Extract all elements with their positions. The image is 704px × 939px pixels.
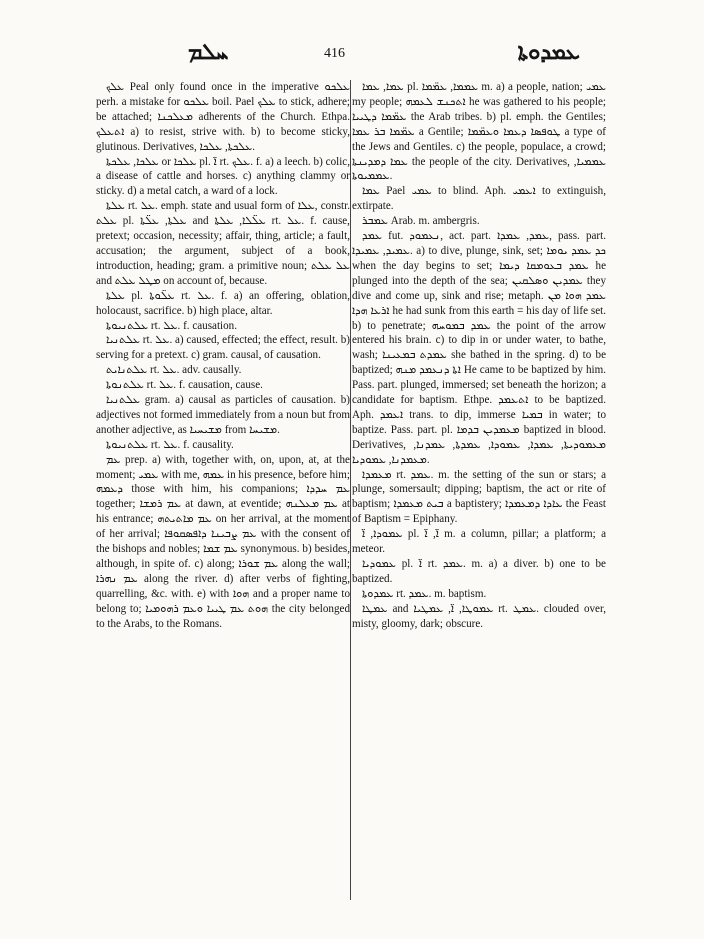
- page-header: [90, 40, 630, 70]
- entry: ܡܥܡܕܐ rt. ܥܡܕ. m. the setting of the sun or stars; a plunge, somersault; dipping; baptism, the act or rite of baptism; ܒܝܬ ܡܥܡܕܐ a baptistery; ܥܐܕܐ ܕܡܥܡܕܐ the Feast of Baptism = Epiphany.: [352, 468, 607, 526]
- header-left-word: ܚܠܡ: [188, 40, 229, 65]
- entry: ܥܡܘܕܝܐ pl. ܐ̈ rt. ܥܡܕ. m. a) a diver. b) one to be baptized.: [352, 558, 606, 585]
- page-number: 416: [324, 46, 345, 61]
- right-column: [352, 80, 606, 632]
- entry: ܥܠܟ Peal only found once in the imperative ܥܠܟܘ perh. a mistake for ܥܠܟܘ boil. Pael ܥܠܟ to stick, adhere; be attached; ܡܥܠܟܢܐ adherents of the Church. Ethpa. ܐܬܥܠܟ a) to resist, strive with. b) to become sticky, glutinous. Derivatives, ܥܠܟܬܐ, ܥܠܟܐ.: [96, 81, 350, 153]
- entry: ܥܠܬܢܝܐ rt. ܥܠ. a) caused, effected; the effect, result. b) serving for a pretext. c) gram. causal, of causation.: [96, 334, 350, 362]
- entry: ܥܡܛܐ and ܥܡܘܛܐ, ܐ̈, ܥܡܛܝܐ rt. ܥܡܛ. clouded over, misty, gloomy, dark; obscure.: [352, 602, 606, 630]
- entry: ܥܠܬܐ rt. ܥܠ. emph. state and usual form of ܥܠܐ, constr. ܥܠܬ pl. ܥܠܬܐ, ܥܠ̈ܬܐ and ܥܠ̈ܠܐ, ܥܠܬܐ rt. ܥܠ. f. cause, pretext; occasion, necessity; affair, thing, article; a fault, accusation; the argument, subject of a book, introduction, heading; gram. a primitive noun; ܥܠ ܥܠܬ and ܡܛܠ ܥܠܬ on account of, because.: [96, 200, 350, 287]
- entry: ܥܠܬܢܝܘܬܐ rt. ܥܠ. f. causality.: [106, 438, 234, 451]
- entry: ܥܡܐ, ܥܡܐ pl. ܥܡܡܐ, ܥܡ̈ܡܐ m. a) a people, nation; ܥܡܝ my people; ܐܬܟܢܫ ܠܥܡܗ he was gathered to his people; ܥܡ̈ܡܐ ܕܛܝܝܐ the Arab tribes. b) pl. emph. the Gentiles; ܥܡ̈ܡܐ ܒܪ ܥܡܐ a Gentile; ܛܘܦܣܐ ܕܥܡܐ ܘܥܡ̈ܡܐ a type of the Jews and Gentiles. c) the people, populace, a crowd; ܥܡܐ ܕܡܕܝܢܬܐ the people of the city. Derivatives, ܥܡܡܝܐ, ܥܡܡܝܘܬܐ.: [352, 81, 606, 183]
- entry: ܥܠܬܢܝܘܬܐ rt. ܥܠ. f. causation.: [106, 319, 238, 332]
- entry: ܥܠܬܢܝܐ gram. a) causal as particles of causation. b) adjectives not formed immediately from a noun but from another adjective, as ܡܫܝܚܝܐ from ܡܫܝܚܐ.: [96, 394, 350, 436]
- entry: ܥܡܘܕܐ, ܐ̈ pl. ܐ̈, ܐ̈ m. a column, pillar; a platform; a meteor.: [352, 528, 606, 556]
- column-divider: [350, 80, 351, 900]
- entry: ܥܠܬܢܘܬܐ rt. ܥܠ. f. causation, cause.: [106, 379, 263, 392]
- entry: ܥܡ prep. a) with, together with, on, upon, at, at the moment; ܥܡܝ with me, ܥܡܗ in his presence, before him; ܕܥܡܗ those with him, his companions; ܥܡ ܚܕܕܐ together; ܥܡ ܪܡܫܐ at dawn, at eventide; ܥܡ ܡܥܠܢܗ at his entrance; ܥܡ ܡܐܬܝܬܗ on her arrival, at the moment of her arrival; ܥܡ ܨܒܝܢܐ ܕܐܦܣܩܘܦܐ with the consent of the bishops and nobles; ܥܡ ܫܡܐ synonymous. b) besides, although, in spite of. c) along; ܥܡ ܫܘܪܐ along the wall; ܥܡ ܢܗܪܐ along the river. d) after verbs of fighting, quarrelling, &c. with. e) with ܗܘܐ and a proper name to belong to; ܗܘܬ ܥܡ ܛܝܝܐ ܘܥܡ ܪܗܘܡܝܐ the city belonged to the Arabs, to the Romans.: [96, 453, 351, 630]
- entry: ܥܡܐ Pael ܥܡܝ to blind. Aph. ܐܥܡܝ to extinguish, extirpate.: [352, 185, 606, 213]
- entry: ܥܡܕ fut. ܢܥܡܘܕ, act. part. ܥܡܕ, ܥܡܕܐ, pass. part. ܥܡܝܕ, ܥܡܝܕܐ. a) to dive, plunge, sink, set; ܟܕ ܥܡܕ ܝܘܡܐ when the day begins to set; ܥܡܕ ܒܥܘܡܩܐ ܕܝܡܐ he plunged into the depth of the sea; ܥܡܕܝܢ ܘܣܠܩܝܢ they dive and come up, sink and rise; metaph. ܥܡܕ ܗܘܐ ܡܢ ܐܪܥܐ ܗܕܐ he had sunk from this earth = his day of life set. b) to penetrate; ܥܡܕ ܒܡܘܚܗ the point of the arrow entered his brain. c) to dip in or under water, to bathe, wash; ܥܡܕܬ ܒܡܥܝܢܐ she bathed in the spring. d) to be baptized; ܐܬܐ ܕܢܥܡܕ ܡܢܗ He came to be baptized by him. Pass. part. plunged, immersed; set beneath the horizon; a candidate for baptism. Ethpe. ܐܬܥܡܕ to be baptized. Aph. ܐܥܡܕ trans. to dip, immerse ܒܡܝܐ in water; to baptize. Pass. part. pl. ܡܥܡܕܝܢ ܒܕܡܐ baptized in blood. Derivatives, ܡܥܡܘܕܝܬܐ, ܥܡܕܐ, ܥܡܘܕܐ, ܥܡܕܬܐ, ܥܡܕܢܐ, ܡܥܡܕܢܐ, ܥܡܘܕܝܐ.: [352, 230, 607, 466]
- entry: ܥܡܒܪ Arab. m. ambergris.: [362, 215, 480, 228]
- entry: ܥܠܬܢܐܝܬ rt. ܥܠ. adv. causally.: [106, 364, 242, 377]
- left-column: [96, 80, 350, 632]
- entry: ܥܠܬܐ pl. ܥܠ̈ܘܬܐ rt. ܥܠ. f. a) an offering, oblation, holocaust, sacrifice. b) high place, altar.: [96, 289, 350, 317]
- entry: ܥܡܕܘܬܐ rt. ܥܡܕ. m. baptism.: [362, 587, 487, 600]
- header-right-word: ܥܡܕܘܬܐ: [517, 40, 580, 65]
- entry: ܥܠܟܐ, ܥܠܟܬܐ or ܥܠܟܐ pl. ܐ̈ rt. ܥܠܟ. f. a) a leech. b) colic, a disease of cattle and horses. c) anything clammy or sticky. d) a metal catch, a ward of a lock.: [96, 155, 350, 198]
